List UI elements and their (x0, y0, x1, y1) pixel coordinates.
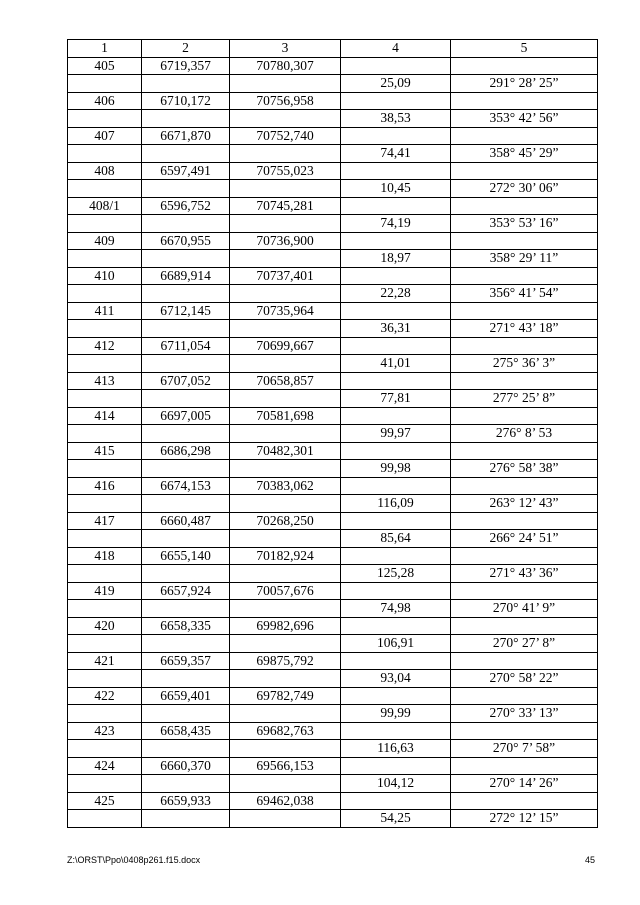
header-col-5: 5 (451, 40, 598, 58)
table-cell-col-1: 408/1 (68, 197, 142, 215)
table-cell-col-4 (341, 722, 451, 740)
table-cell-col-1: 405 (68, 57, 142, 75)
table-cell-col-2: 6719,357 (142, 57, 230, 75)
table-cell-col-4: 77,81 (341, 390, 451, 408)
table-cell-col-4 (341, 162, 451, 180)
table-row (68, 285, 598, 303)
table-row (68, 145, 598, 163)
table-cell-col-2 (142, 355, 230, 373)
table-cell-col-5: 270° 58’ 22” (451, 670, 598, 688)
table-cell-col-4: 18,97 (341, 250, 451, 268)
table-cell-col-4: 74,98 (341, 600, 451, 618)
table-cell-col-5 (451, 687, 598, 705)
table-cell-col-5: 276° 58’ 38” (451, 460, 598, 478)
table-cell-col-3: 70482,301 (230, 442, 341, 460)
table-cell-col-4 (341, 792, 451, 810)
table-cell-col-2: 6670,955 (142, 232, 230, 250)
table-cell-col-1: 416 (68, 477, 142, 495)
table-cell-col-5: 263° 12’ 43” (451, 495, 598, 513)
table-cell-col-2: 6697,005 (142, 407, 230, 425)
table-cell-col-4 (341, 512, 451, 530)
table-row (68, 687, 598, 705)
table-cell-col-3: 70268,250 (230, 512, 341, 530)
table-cell-col-2: 6712,145 (142, 302, 230, 320)
table-cell-col-1 (68, 355, 142, 373)
table-row (68, 337, 598, 355)
table-cell-col-2 (142, 600, 230, 618)
table-cell-col-4 (341, 617, 451, 635)
table-cell-col-4 (341, 337, 451, 355)
table-cell-col-1 (68, 390, 142, 408)
header-col-4: 4 (341, 40, 451, 58)
table-cell-col-1 (68, 565, 142, 583)
table-cell-col-2 (142, 215, 230, 233)
table-cell-col-3 (230, 320, 341, 338)
table-cell-col-4 (341, 232, 451, 250)
table-cell-col-4: 54,25 (341, 810, 451, 828)
table-row (68, 495, 598, 513)
table-cell-col-5: 356° 41’ 54” (451, 285, 598, 303)
table-cell-col-5: 266° 24’ 51” (451, 530, 598, 548)
table-cell-col-2: 6660,370 (142, 757, 230, 775)
table-row (68, 320, 598, 338)
header-row (68, 40, 598, 58)
table-row (68, 197, 598, 215)
table-cell-col-5: 358° 29’ 11” (451, 250, 598, 268)
table-cell-col-3 (230, 425, 341, 443)
table-cell-col-4: 10,45 (341, 180, 451, 198)
table-cell-col-2 (142, 110, 230, 128)
table-cell-col-3 (230, 460, 341, 478)
table-cell-col-1: 424 (68, 757, 142, 775)
table-cell-col-4: 22,28 (341, 285, 451, 303)
table-cell-col-5 (451, 442, 598, 460)
table-cell-col-1 (68, 530, 142, 548)
table-cell-col-3: 70745,281 (230, 197, 341, 215)
table-cell-col-2 (142, 285, 230, 303)
table-cell-col-2 (142, 495, 230, 513)
table-cell-col-5 (451, 302, 598, 320)
table-cell-col-1: 414 (68, 407, 142, 425)
table-row (68, 740, 598, 758)
table-cell-col-5 (451, 232, 598, 250)
table-cell-col-3: 70737,401 (230, 267, 341, 285)
table-cell-col-5 (451, 127, 598, 145)
table-cell-col-1: 415 (68, 442, 142, 460)
table-cell-col-3: 70699,667 (230, 337, 341, 355)
table-cell-col-3 (230, 600, 341, 618)
table-cell-col-3 (230, 495, 341, 513)
table-row (68, 547, 598, 565)
table-cell-col-1: 421 (68, 652, 142, 670)
table-cell-col-1: 412 (68, 337, 142, 355)
table-cell-col-5: 270° 14’ 26” (451, 775, 598, 793)
table-cell-col-4 (341, 197, 451, 215)
table-cell-col-2 (142, 460, 230, 478)
table-cell-col-5 (451, 582, 598, 600)
table-cell-col-3 (230, 670, 341, 688)
table-cell-col-5: 270° 33’ 13” (451, 705, 598, 723)
table-cell-col-3 (230, 390, 341, 408)
table-cell-col-5: 358° 45’ 29” (451, 145, 598, 163)
table-cell-col-2 (142, 530, 230, 548)
table-cell-col-1 (68, 775, 142, 793)
table-cell-col-2: 6655,140 (142, 547, 230, 565)
table-cell-col-4: 41,01 (341, 355, 451, 373)
table-cell-col-5: 272° 30’ 06” (451, 180, 598, 198)
table-cell-col-1 (68, 110, 142, 128)
table-cell-col-1: 419 (68, 582, 142, 600)
table-cell-col-1 (68, 670, 142, 688)
table-cell-col-4: 116,09 (341, 495, 451, 513)
table-cell-col-1 (68, 740, 142, 758)
table-cell-col-5 (451, 162, 598, 180)
table-cell-col-5 (451, 617, 598, 635)
table-cell-col-1 (68, 320, 142, 338)
table-cell-col-2 (142, 705, 230, 723)
table-cell-col-3: 70755,023 (230, 162, 341, 180)
table-cell-col-1 (68, 425, 142, 443)
table-cell-col-3 (230, 740, 341, 758)
table-cell-col-3 (230, 180, 341, 198)
table-cell-col-2: 6689,914 (142, 267, 230, 285)
table-row (68, 425, 598, 443)
table-row (68, 232, 598, 250)
table-cell-col-4: 25,09 (341, 75, 451, 93)
table-row (68, 267, 598, 285)
table-row (68, 775, 598, 793)
table-cell-col-4: 93,04 (341, 670, 451, 688)
header-col-1: 1 (68, 40, 142, 58)
table-cell-col-5: 277° 25’ 8” (451, 390, 598, 408)
table-row (68, 810, 598, 828)
table-cell-col-3 (230, 355, 341, 373)
table-row (68, 635, 598, 653)
table-cell-col-5: 276° 8’ 53 (451, 425, 598, 443)
table-row (68, 215, 598, 233)
table-cell-col-2: 6597,491 (142, 162, 230, 180)
table-cell-col-5 (451, 652, 598, 670)
table-cell-col-3: 69682,763 (230, 722, 341, 740)
table-cell-col-1 (68, 495, 142, 513)
table-cell-col-3: 70057,676 (230, 582, 341, 600)
table-row (68, 110, 598, 128)
table-cell-col-2 (142, 670, 230, 688)
table-row (68, 302, 598, 320)
table-body (68, 57, 598, 827)
coordinates-table (67, 39, 598, 828)
table-cell-col-5 (451, 512, 598, 530)
table-cell-col-2: 6710,172 (142, 92, 230, 110)
table-cell-col-1 (68, 145, 142, 163)
table-cell-col-4: 99,98 (341, 460, 451, 478)
table-cell-col-2 (142, 180, 230, 198)
table-cell-col-4 (341, 57, 451, 75)
table-cell-col-4 (341, 652, 451, 670)
table-cell-col-5 (451, 757, 598, 775)
table-cell-col-5 (451, 407, 598, 425)
table-cell-col-5 (451, 337, 598, 355)
table-cell-col-5: 353° 42’ 56” (451, 110, 598, 128)
table-cell-col-3: 70735,964 (230, 302, 341, 320)
table-cell-col-4 (341, 302, 451, 320)
table-cell-col-1 (68, 810, 142, 828)
table-row (68, 162, 598, 180)
table-row (68, 127, 598, 145)
table-cell-col-4: 38,53 (341, 110, 451, 128)
table-cell-col-2: 6657,924 (142, 582, 230, 600)
footer-page-number: 45 (584, 855, 595, 865)
table-cell-col-5: 271° 43’ 18” (451, 320, 598, 338)
table-cell-col-5 (451, 372, 598, 390)
table-cell-col-3 (230, 110, 341, 128)
table-cell-col-1: 407 (68, 127, 142, 145)
table-cell-col-4: 104,12 (341, 775, 451, 793)
table-cell-col-2: 6659,357 (142, 652, 230, 670)
table-cell-col-4 (341, 757, 451, 775)
table-cell-col-4 (341, 442, 451, 460)
table-row (68, 442, 598, 460)
table-cell-col-3 (230, 285, 341, 303)
table-cell-col-3 (230, 75, 341, 93)
table-cell-col-1: 406 (68, 92, 142, 110)
table-cell-col-2: 6660,487 (142, 512, 230, 530)
table-cell-col-1 (68, 705, 142, 723)
table-cell-col-1: 420 (68, 617, 142, 635)
table-cell-col-5 (451, 92, 598, 110)
table-row (68, 92, 598, 110)
table-cell-col-5: 271° 43’ 36” (451, 565, 598, 583)
table-cell-col-5: 272° 12’ 15” (451, 810, 598, 828)
table-row (68, 460, 598, 478)
table-cell-col-4: 74,19 (341, 215, 451, 233)
table-cell-col-1: 422 (68, 687, 142, 705)
table-cell-col-3 (230, 635, 341, 653)
table-cell-col-2 (142, 740, 230, 758)
table-cell-col-1 (68, 460, 142, 478)
table-cell-col-2 (142, 425, 230, 443)
table-cell-col-2: 6707,052 (142, 372, 230, 390)
table-cell-col-5: 270° 27’ 8” (451, 635, 598, 653)
table-cell-col-2 (142, 775, 230, 793)
table-row (68, 250, 598, 268)
table-row (68, 600, 598, 618)
footer-file-path: Z:\ORST\Ppo\0408p261.f15.docx (67, 855, 201, 865)
table-cell-col-3 (230, 250, 341, 268)
table-cell-col-5: 353° 53’ 16” (451, 215, 598, 233)
table-cell-col-1: 418 (68, 547, 142, 565)
table-cell-col-4 (341, 407, 451, 425)
table-row (68, 670, 598, 688)
table-cell-col-5: 275° 36’ 3” (451, 355, 598, 373)
table-row (68, 565, 598, 583)
table-cell-col-2 (142, 145, 230, 163)
table-cell-col-3: 70752,740 (230, 127, 341, 145)
table-cell-col-4: 106,91 (341, 635, 451, 653)
table-cell-col-5 (451, 197, 598, 215)
table-cell-col-4 (341, 582, 451, 600)
table-cell-col-5 (451, 57, 598, 75)
table-cell-col-4: 99,97 (341, 425, 451, 443)
table-row (68, 530, 598, 548)
table-cell-col-2: 6658,435 (142, 722, 230, 740)
table-row (68, 705, 598, 723)
table-cell-col-5 (451, 792, 598, 810)
table-header (68, 40, 598, 58)
table-row (68, 57, 598, 75)
table-cell-col-3 (230, 705, 341, 723)
table-cell-col-5 (451, 477, 598, 495)
table-cell-col-4 (341, 547, 451, 565)
table-cell-col-4: 125,28 (341, 565, 451, 583)
table-cell-col-3: 69875,792 (230, 652, 341, 670)
table-row (68, 582, 598, 600)
header-col-2: 2 (142, 40, 230, 58)
table-cell-col-5: 270° 41’ 9” (451, 600, 598, 618)
table-cell-col-3: 69462,038 (230, 792, 341, 810)
table-cell-col-5 (451, 547, 598, 565)
table-cell-col-3: 70736,900 (230, 232, 341, 250)
table-cell-col-3 (230, 810, 341, 828)
table-cell-col-4: 36,31 (341, 320, 451, 338)
table-cell-col-1 (68, 635, 142, 653)
table-cell-col-1: 408 (68, 162, 142, 180)
table-cell-col-2 (142, 565, 230, 583)
table-cell-col-4 (341, 372, 451, 390)
table-cell-col-5: 270° 7’ 58” (451, 740, 598, 758)
table-cell-col-3 (230, 530, 341, 548)
table-cell-col-3: 70658,857 (230, 372, 341, 390)
table-cell-col-2: 6658,335 (142, 617, 230, 635)
table-cell-col-2: 6671,870 (142, 127, 230, 145)
table-cell-col-2 (142, 390, 230, 408)
table-cell-col-4: 116,63 (341, 740, 451, 758)
table-row (68, 75, 598, 93)
table-row (68, 792, 598, 810)
table-cell-col-4 (341, 687, 451, 705)
table-cell-col-1 (68, 285, 142, 303)
table-cell-col-2: 6711,054 (142, 337, 230, 355)
table-cell-col-4: 74,41 (341, 145, 451, 163)
table-cell-col-1: 411 (68, 302, 142, 320)
table-cell-col-1 (68, 180, 142, 198)
table-cell-col-3 (230, 565, 341, 583)
table-cell-col-1: 409 (68, 232, 142, 250)
table-cell-col-2 (142, 320, 230, 338)
table-cell-col-3: 69982,696 (230, 617, 341, 635)
table-row (68, 355, 598, 373)
table-cell-col-1: 423 (68, 722, 142, 740)
table-cell-col-1 (68, 250, 142, 268)
table-cell-col-5 (451, 267, 598, 285)
table-cell-col-4: 85,64 (341, 530, 451, 548)
table-cell-col-3: 70780,307 (230, 57, 341, 75)
table-cell-col-5: 291° 28’ 25” (451, 75, 598, 93)
table-row (68, 512, 598, 530)
table-cell-col-2: 6659,401 (142, 687, 230, 705)
table-cell-col-1 (68, 75, 142, 93)
table-cell-col-2 (142, 810, 230, 828)
table-cell-col-2: 6596,752 (142, 197, 230, 215)
table-row (68, 617, 598, 635)
table-cell-col-5 (451, 722, 598, 740)
table-cell-col-3 (230, 145, 341, 163)
table-cell-col-4 (341, 127, 451, 145)
table-cell-col-1 (68, 600, 142, 618)
table-row (68, 180, 598, 198)
table-cell-col-3 (230, 775, 341, 793)
table-cell-col-2: 6659,933 (142, 792, 230, 810)
table-row (68, 407, 598, 425)
table-cell-col-2 (142, 75, 230, 93)
table-row (68, 477, 598, 495)
table-row (68, 390, 598, 408)
table-cell-col-2: 6674,153 (142, 477, 230, 495)
table-cell-col-3: 70383,062 (230, 477, 341, 495)
table-cell-col-3: 70581,698 (230, 407, 341, 425)
table-cell-col-3 (230, 215, 341, 233)
table-row (68, 722, 598, 740)
table-cell-col-4 (341, 477, 451, 495)
table-cell-col-3: 69566,153 (230, 757, 341, 775)
table-cell-col-4 (341, 92, 451, 110)
table-cell-col-1: 413 (68, 372, 142, 390)
table-cell-col-3: 69782,749 (230, 687, 341, 705)
table-cell-col-3: 70182,924 (230, 547, 341, 565)
table-row (68, 372, 598, 390)
table-cell-col-2: 6686,298 (142, 442, 230, 460)
table-cell-col-1: 425 (68, 792, 142, 810)
table-row (68, 757, 598, 775)
table-cell-col-1: 417 (68, 512, 142, 530)
table-cell-col-2 (142, 250, 230, 268)
table-cell-col-4: 99,99 (341, 705, 451, 723)
table-cell-col-1 (68, 215, 142, 233)
table-cell-col-1: 410 (68, 267, 142, 285)
table-row (68, 652, 598, 670)
table-cell-col-3: 70756,958 (230, 92, 341, 110)
table-cell-col-4 (341, 267, 451, 285)
table-cell-col-2 (142, 635, 230, 653)
header-col-3: 3 (230, 40, 341, 58)
